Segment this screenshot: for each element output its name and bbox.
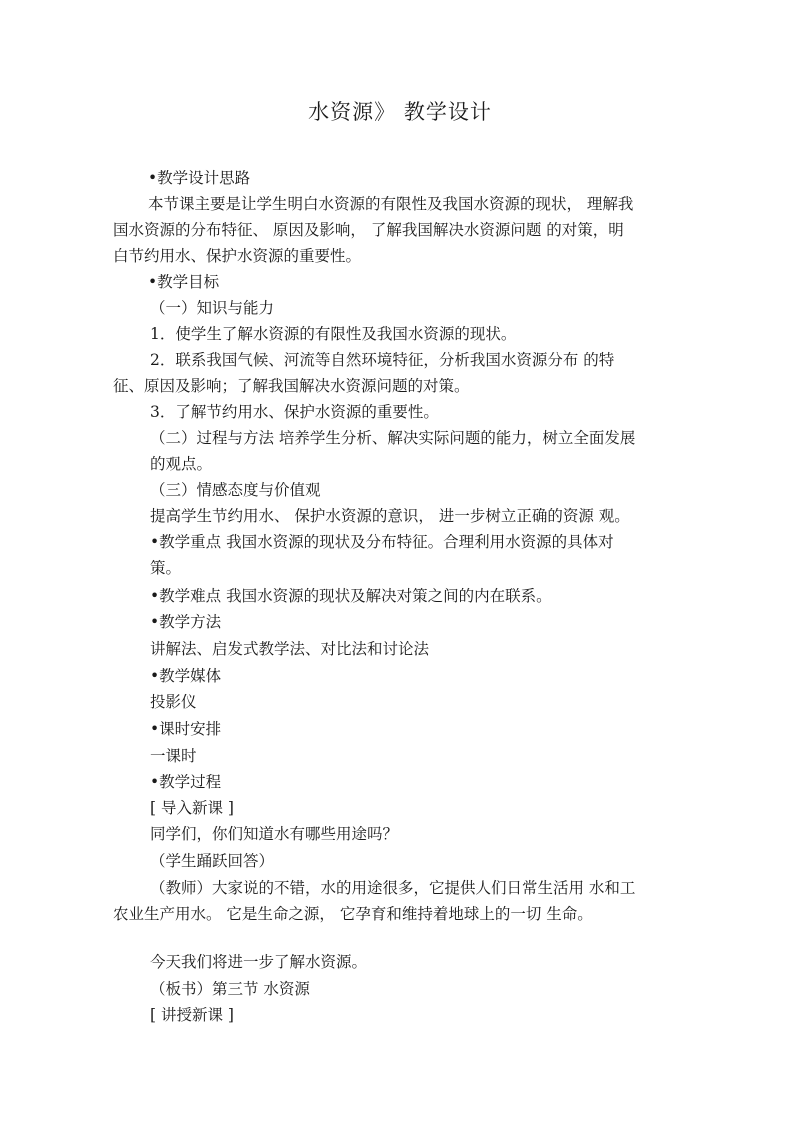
paragraph-line: 的观点。 [150,455,213,473]
paragraph-line: 今天我们将进一步了解水资源。 [150,953,368,971]
heading-design-idea: •教学设计思路 [148,169,251,187]
paragraph-line: 提高学生节约用水、 保护水资源的意识， 进一步树立正确的资源 观。 [150,507,630,525]
list-item: 2．联系我国气候、河流等自然环境特征，分析我国水资源分布 的特 [150,351,615,369]
paragraph-line: 农业生产用水。 它是生命之源， 它孕育和维持着地球上的一切 生命。 [113,905,593,923]
subheading-attitude: （三）情感态度与价值观 [150,481,321,499]
paragraph-line: 一课时 [150,747,197,765]
heading-process: •教学过程 [150,773,222,791]
heading-key-points: •教学重点 我国水资源的现状及分布特征。合理利用水资源的具体对 [150,533,614,551]
paragraph-line: （教师）大家说的不错，水的用途很多，它提供人们日常生活用 水和工 [150,879,636,897]
paragraph-line: 讲解法、启发式教学法、对比法和讨论法 [150,640,430,658]
paragraph-line: 本节课主要是让学生明白水资源的有限性及我国水资源的现状， 理解我 [148,195,634,213]
heading-methods: •教学方法 [150,613,222,631]
paragraph-line: 投影仪 [150,693,197,711]
subheading-process: （二）过程与方法 培养学生分析、解决实际问题的能力，树立全面发展 [150,429,636,447]
paragraph-line: （板书）第三节 水资源 [150,980,310,998]
paragraph-line: 同学们，你们知道水有哪些用途吗？ [150,825,399,843]
list-item: 3．了解节约用水、保护水资源的重要性。 [150,403,439,421]
paragraph-line: 策。 [150,559,182,577]
subheading-knowledge: （一）知识与能力 [150,299,275,317]
section-label-intro: [ 导入新课 ] [150,799,234,817]
heading-difficulties: •教学难点 我国水资源的现状及解决对策之间的内在联系。 [150,587,552,605]
section-label-new-lesson: [ 讲授新课 ] [150,1006,234,1024]
heading-teaching-goals: •教学目标 [148,273,220,291]
list-item: 1．使学生了解水资源的有限性及我国水资源的现状。 [150,325,517,343]
paragraph-line: （学生踊跃回答） [150,852,275,870]
list-item-continuation: 征、原因及影响；了解我国解决水资源问题的对策。 [113,377,470,395]
paragraph-line: 白节约用水、保护水资源的重要性。 [113,247,362,265]
paragraph-line: 国水资源的分布特征、 原因及影响， 了解我国解决水资源问题 的对策，明 [113,221,624,239]
document-title: 水资源》 教学设计 [308,100,492,124]
heading-media: •教学媒体 [150,667,222,685]
heading-schedule: •课时安排 [150,720,222,738]
